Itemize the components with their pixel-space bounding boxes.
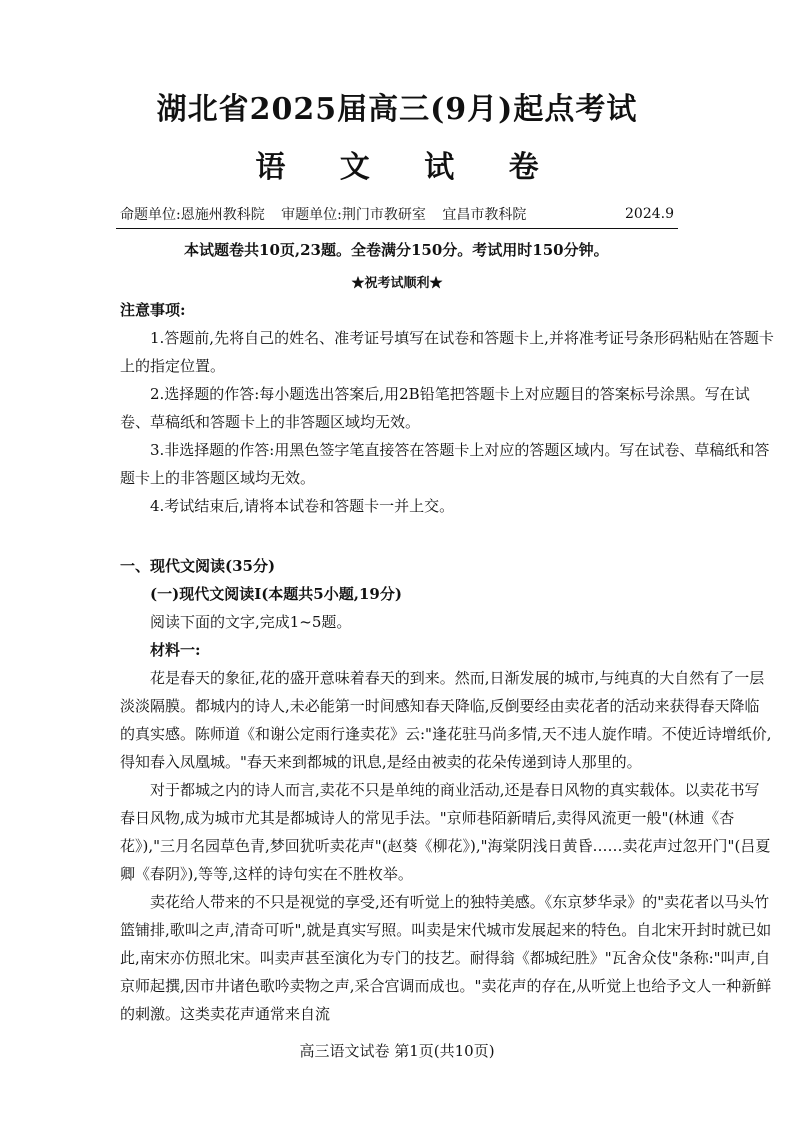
- review-unit: 审题单位:荆门市教研室: [281, 207, 426, 223]
- exam-title: 湖北省2025届高三(9月)起点考试: [156, 92, 638, 127]
- note-item-2: 2.选择题的作答:每小题选出答案后,用2B铅笔把答题卡上对应题目的答案标号涂黑。写在试卷、草稿纸和答题卡上的非答题区域均无效。: [120, 385, 750, 431]
- meta-units: [120, 204, 538, 224]
- section-heading: 一、现代文阅读(35分): [120, 557, 276, 575]
- note-item-3: 3.非选择题的作答:用黑色签字笔直接答在答题卡上对应的答题区域内。写在试卷、草稿纸和答题卡上的非答题区域均无效。: [120, 441, 770, 487]
- material-label: 材料一:: [150, 641, 201, 659]
- material-paragraph-1: 花是春天的象征,花的盛开意味着春天的到来。然而,日渐发展的城市,与纯真的大自然有了一层淡淡隔膜。都城内的诗人,未必能第一时间感知春天降临,反倒要经由卖花者的活动来获得春天降临的真实感。陈师道《和谢公定雨行逢卖花》云:"逢花驻马尚多情,天不违人旋作晴。不使近诗增纸价,得知春入凤凰城。"春天来到都城的讯息,是经由被卖的花朵传递到诗人那里的。: [120, 669, 772, 771]
- subsection-heading: (一)现代文阅读Ⅰ(本题共5小题,19分): [150, 585, 402, 603]
- notes-heading: 注意事项:: [120, 301, 186, 319]
- exam-intro: 本试题卷共10页,23题。全卷满分150分。考试用时150分钟。: [184, 241, 609, 259]
- exam-meta: [120, 203, 674, 225]
- review-unit-2: 宜昌市教科院: [442, 207, 527, 223]
- material-paragraph-3: 卖花给人带来的不只是视觉的享受,还有听觉上的独特美感。《东京梦华录》的"卖花者以马头竹篮铺排,歌叫之声,清奇可听",就是真实写照。叫卖是宋代城市发展起来的特色。自北宋开封时就已如此,南宋亦仿照北宋。叫卖声甚至演化为专门的技艺。耐得翁《都城纪胜》"瓦舍众伎"条称:"叫声,自京师起撰,因市井诸色歌吟卖物之声,采合宫调而成也。"卖花声的存在,从听觉上也给予文人一种新鲜的刺激。这类卖花声通常来自流: [120, 893, 772, 1023]
- propose-unit: 命题单位:恩施州教科院: [120, 207, 265, 223]
- exam-date: 2024.9: [625, 206, 674, 222]
- note-item-4: 4.考试结束后,请将本试卷和答题卡一并上交。: [150, 497, 455, 515]
- note-item-1: 1.答题前,先将自己的姓名、准考证号填写在试卷和答题卡上,并将准考证号条形码粘贴在答题卡上的指定位置。: [120, 329, 774, 375]
- material-paragraph-2: 对于都城之内的诗人而言,卖花不只是单纯的商业活动,还是春日风物的真实载体。以卖花书写春日风物,成为城市尤其是都城诗人的常见手法。"京师巷陌新晴后,卖得风流更一般"(林逋《杏花》),"三月名园草色青,梦回犹听卖花声"(赵葵《柳花》),"海棠阴浅日黄昏……卖花声过忽开门"(吕夏卿《春阴》),等等,这样的诗句实在不胜枚举。: [120, 781, 771, 883]
- exam-content: [120, 296, 774, 1028]
- meta-divider: [116, 228, 678, 229]
- good-luck-line: ★祝考试顺利★: [351, 276, 443, 291]
- page-footer: 高三语文试卷 第1页(共10页): [299, 1042, 495, 1060]
- exam-subtitle: 语 文 试 卷: [255, 150, 561, 185]
- reading-instruction: 阅读下面的文字,完成1~5题。: [150, 613, 352, 631]
